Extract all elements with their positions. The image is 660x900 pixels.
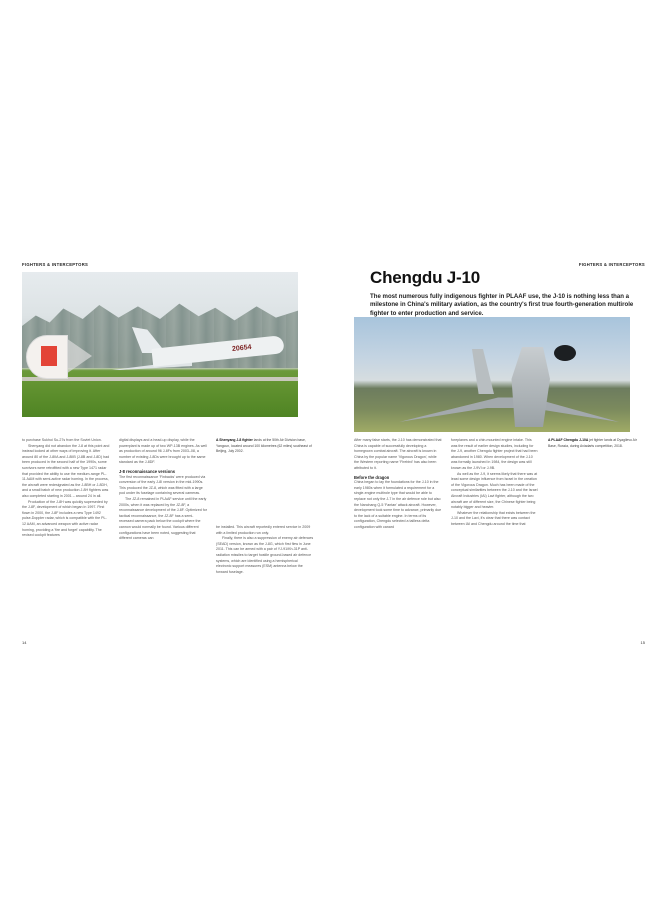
paragraph: The first reconnaissance 'Finbacks' were produced via conversion of the early J-8I version in the mid-1990s. This produced the JZ-8, which was fitted with a large pod under its fuselage containing several cameras. — [119, 474, 206, 496]
running-head-right: FIGHTERS & INTERCEPTORS — [578, 262, 645, 267]
paragraph: China began to lay the foundations for the J-10 in the early 1980s when it formulated a requirement for a single-engine multirole type that would be able to replace not only the J-7 in the air defence role but also the Nanchang Q-5 'Fantan' attack aircraft. However, development took some time to advance, primarily due to the lack of a suitable engine. In terms of its configuration, Chengdu selected a tailless delta configuration with canard — [354, 480, 442, 529]
page-number-right: 15 — [640, 640, 645, 645]
left-column-3 — [216, 525, 314, 575]
left-page — [20, 255, 328, 665]
running-head-left: FIGHTERS & INTERCEPTORS — [22, 262, 89, 267]
photo-caption-right — [548, 438, 638, 449]
book-spread — [20, 255, 645, 665]
paragraph: Shenyang did not abandon the J-8 at this point and instead looked at other ways of improving it. After around 80 of the J-8IIA and J-8IIB (J-8B and J-8D) had been produced in the second half of the 1990s, some survivors were retrofitted with a new Type 1471 radar that provided the ability to use the medium-range PL-11 AAM with semi-active radar homing. In the process, the aircraft were redesignated as the J-8BH or J-8DH, and a small batch of new production J-8H fighters was also completed starting in 2001 – around 24 in all. — [22, 443, 110, 498]
page-number-left: 14 — [22, 640, 27, 645]
caption-text: jet fighter lands at Dyagilevo Air Base, Russia, during Aviadarts competition, 2018. — [548, 438, 637, 448]
paragraph: Finally, there is also a suppression of enemy air defences (SEAD) version, known as the J-8G, which first flew in June 2011. This can be armed with a pair of YJ-91/Kh-31P anti-radiation missiles to target hostile ground-based air defence systems, which are identified using a hemispherical electronic support measures (ESM) antenna below the forward fuselage. — [216, 536, 314, 574]
caption-text: lands at the 50th Air Division base, Yangcun, located around 100 kilometres (62 miles) southeast of Beijing, July 2002. — [216, 438, 312, 454]
jet-serial-number: 20654 — [231, 344, 252, 353]
jet-tail-fin — [472, 349, 494, 394]
paragraph: Whatever the relationship that exists between the J-10 and the Lavi, it's clear that there was contact between IAI and Chengdu around the time that — [451, 510, 536, 526]
article-standfirst: The most numerous fully indigenous fighter in PLAAF use, the J-10 is nothing less than a milestone in China's military aviation, as the country's first true fourth-generation multirole fighter to enter production and service. — [370, 293, 634, 317]
paragraph: be installed. This aircraft reportedly entered service in 2009 with a limited production run only. — [216, 525, 311, 535]
left-column-2 — [119, 438, 207, 542]
section-heading: Before the dragon — [354, 474, 390, 480]
article-title: Chengdu J-10 — [370, 268, 481, 287]
paragraph: foreplanes and a chin-mounted engine intake. This was the result of earlier design studies, including for the J-9, another Chengdu fighter project that had been abandoned in 1980. When development of the J-10 was formally launched in 1984, the design was still known as the J-9VI or J-9B. — [451, 438, 538, 470]
photo-caption-left — [216, 438, 314, 455]
paragraph: to purchase Sukhoi Su-27s from the Soviet Union. — [22, 438, 102, 442]
paragraph: After many false starts, the J-10 has demonstrated that China is capable of successfully developing a homegrown combat aircraft. The aircraft is known in China by the popular name 'Vigorous Dragon', while the Western reporting name 'Firebird' has also been attributed to it. — [354, 438, 442, 470]
paragraph: Production of the J-8H was quickly superseded by the J-8F, development of which began in 1997. First flown in 2000, the J-8F includes a new Type 1492 pulse-Doppler radar, which is compatible with the PL-12 AAM, an advanced weapon with active radar homing, providing a 'fire and forget' capability. The revised cockpit features — [22, 499, 108, 538]
drag-parachute — [26, 335, 68, 379]
paragraph: The JZ-8 remained in PLAAF service until the early 2000s, when it was replaced by the JZ-8F, a reconnaissance development of the J-8F. Optimized for tactical reconnaissance, the JZ-8F has a semi-recessed camera pack below the cockpit where the cannon would normally be found. Various different configurations have been noted, suggesting that different cameras can — [119, 496, 207, 541]
jet-radome — [554, 345, 576, 361]
right-page — [340, 255, 645, 665]
right-column-2 — [451, 438, 539, 528]
section-heading: J-8 reconnaissance versions — [119, 468, 175, 474]
jet-fuselage — [494, 347, 564, 427]
caption-lead: A PLAAF Chengdu J-10A — [548, 438, 589, 442]
right-column-1 — [354, 438, 442, 531]
j10-takeoff-photo — [354, 317, 630, 432]
paragraph: digital displays and a head-up display, while the powerplant is made up of two WP-13B engines. As well as production of around 96 J-8Fs from 2003–08, a number of existing J-8Ds were brought up to the same standard as the J-8DF. — [119, 438, 207, 465]
parachute-lines — [66, 338, 92, 374]
j8-landing-photo — [22, 272, 298, 417]
left-column-1 — [22, 438, 110, 539]
caption-lead: A Shenyang J-8 fighter — [216, 438, 253, 442]
jet-wing — [399, 387, 619, 422]
paragraph: As well as the J-9, it seems likely that there was at least some design influence from Israel in the creation of the Vigorous Dragon. Much has been made of the conceptual similarities between the J-10 and the Israel Aircraft Industries (IAI) Lavi fighter, although the two aircraft are of different size, the Chinese fighter being notably bigger and heavier. — [451, 471, 538, 510]
